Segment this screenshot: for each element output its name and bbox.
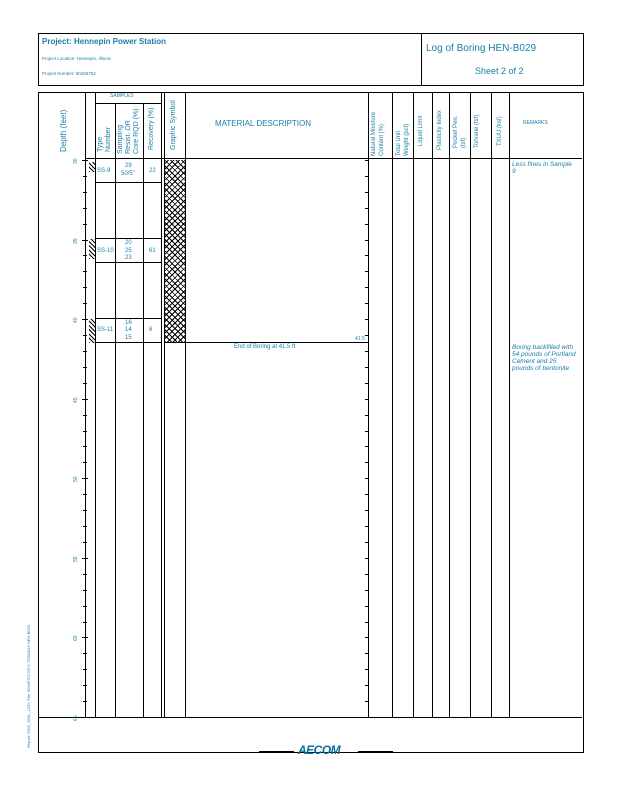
depth-tick <box>365 494 368 495</box>
depth-tick <box>83 287 87 288</box>
report-side-note: Report: GEO_SOIL_LOG; File: 60405752.GPJ; 7/28/2016 HEN-B029 <box>26 625 31 748</box>
remark-sample-9: Less fines in Sample 9 <box>512 161 572 175</box>
depth-tick <box>365 446 368 447</box>
depth-tick <box>365 335 368 336</box>
sample-resist: 14 <box>125 327 132 333</box>
depth-tick <box>83 271 87 272</box>
depth-tick <box>83 669 87 670</box>
depth-tick <box>365 208 368 209</box>
depth-tick <box>82 319 88 320</box>
depth-tick <box>83 431 87 432</box>
sample-resist: 25 <box>125 248 132 254</box>
header-sampling-resist: Sampling Resist. OR Core RQD (%) <box>117 108 140 154</box>
samples-group-line <box>95 103 162 104</box>
depth-tick-label: 60 <box>73 635 79 641</box>
sample-type-marker <box>89 162 95 172</box>
depth-tick-label: 45 <box>73 397 79 403</box>
log-table <box>38 92 584 753</box>
header-number: Number <box>105 127 112 152</box>
depth-tick <box>365 383 368 384</box>
depth-tick-label: 30 <box>73 158 79 164</box>
sample-divider <box>95 318 162 319</box>
header-graphic: Graphic Symbol <box>170 100 177 150</box>
sample-resist: 50/5" <box>121 171 135 177</box>
logo-rule-right <box>358 751 393 752</box>
depth-tick <box>82 478 88 479</box>
depth-tick <box>83 446 87 447</box>
depth-tick <box>83 526 87 527</box>
depth-tick <box>365 160 368 161</box>
header-liquid-limit: Liquid Limit <box>418 115 424 146</box>
col-line-material <box>368 92 369 718</box>
sample-divider <box>95 262 162 263</box>
depth-tick <box>365 558 368 559</box>
sample-number: SS-10 <box>97 248 114 254</box>
depth-tick <box>83 255 87 256</box>
depth-tick <box>83 494 87 495</box>
depth-tick <box>83 383 87 384</box>
depth-tick <box>83 208 87 209</box>
sample-recovery: 6 <box>149 327 153 333</box>
remark-backfill: Boring backfilled with 54 pounds of Portland Cement and 25 pounds of bentonite <box>512 344 576 372</box>
depth-tick <box>365 526 368 527</box>
depth-tick <box>83 415 87 416</box>
sample-resist: 29 <box>125 163 132 169</box>
sample-divider <box>95 182 162 183</box>
col-line-tv <box>491 92 492 718</box>
depth-tick <box>83 574 87 575</box>
header-txuu: TXUU (ksf) <box>497 116 503 146</box>
col-line-resist <box>143 103 144 718</box>
depth-tick <box>83 224 87 225</box>
depth-tick <box>82 160 88 161</box>
sheet-number: Sheet 2 of 2 <box>475 66 524 76</box>
project-title: Project: Hennepin Power Station <box>42 37 167 46</box>
depth-tick <box>365 717 368 718</box>
col-line-ll <box>432 92 433 718</box>
depth-tick <box>83 303 87 304</box>
depth-tick <box>365 192 368 193</box>
end-of-boring-text: End of Boring at 41.5 ft <box>234 344 296 350</box>
depth-tick <box>365 240 368 241</box>
depth-tick <box>83 701 87 702</box>
col-line-pp <box>470 92 471 718</box>
depth-tick <box>83 510 87 511</box>
col-line-depth <box>85 92 86 718</box>
depth-tick <box>83 685 87 686</box>
depth-tick <box>365 287 368 288</box>
depth-tick <box>365 701 368 702</box>
col-line-type <box>95 92 96 718</box>
depth-tick <box>83 192 87 193</box>
sample-divider <box>95 342 162 343</box>
sample-resist: 15 <box>125 335 132 341</box>
sample-number: SS-11 <box>97 327 114 333</box>
depth-tick <box>365 622 368 623</box>
data-bottom-line <box>85 717 582 718</box>
depth-tick <box>365 367 368 368</box>
log-title: Log of Boring HEN-B029 <box>426 43 537 54</box>
col-line-number <box>115 103 116 718</box>
depth-tick <box>83 653 87 654</box>
header-depth: Depth (feet) <box>59 109 68 152</box>
samples-group-label: SAMPLES <box>110 93 134 99</box>
depth-tick <box>365 510 368 511</box>
header-recovery: Recovery (%) <box>148 107 155 150</box>
header-remarks: REMARKS <box>523 120 548 126</box>
sample-number: SS-9 <box>97 168 111 174</box>
depth-tick <box>365 685 368 686</box>
header-unit-weight: Total Unit Weight (pcf) <box>396 123 410 156</box>
col-line-graphic-r <box>185 92 186 718</box>
logo-rule-left <box>259 751 294 752</box>
aecom-logo: AECOM <box>298 743 341 757</box>
header-material: MATERIAL DESCRIPTION <box>215 119 312 128</box>
depth-tick <box>83 176 87 177</box>
depth-tick <box>82 717 88 718</box>
end-of-boring-line <box>164 342 368 343</box>
depth-tick <box>83 606 87 607</box>
depth-tick <box>83 622 87 623</box>
header-pocket-pen: Pocket Pen. (tsf) <box>453 115 467 148</box>
depth-tick-label: 40 <box>73 317 79 323</box>
project-location: Project Location: Hennepin, Illinois <box>42 56 112 61</box>
depth-tick <box>83 542 87 543</box>
header-moisture: Natural Moisture Content (%) <box>371 111 385 156</box>
depth-tick <box>365 637 368 638</box>
col-line-recovery <box>161 92 162 718</box>
graphic-symbol-fill <box>165 160 185 342</box>
sample-resist: 23 <box>125 255 132 261</box>
depth-tick-label: 50 <box>73 476 79 482</box>
depth-tick <box>365 255 368 256</box>
sample-recovery: 22 <box>149 168 156 174</box>
depth-tick <box>365 415 368 416</box>
sample-divider <box>95 238 162 239</box>
sample-type-marker <box>89 239 95 259</box>
depth-tick <box>365 224 368 225</box>
depth-tick <box>365 653 368 654</box>
depth-tick <box>365 590 368 591</box>
depth-tick <box>365 303 368 304</box>
depth-tick <box>83 590 87 591</box>
depth-tick <box>365 574 368 575</box>
depth-tick <box>82 637 88 638</box>
depth-tick <box>365 478 368 479</box>
project-number: Project Number: 60405752 <box>42 71 96 76</box>
depth-tick <box>83 462 87 463</box>
depth-tick <box>82 558 88 559</box>
depth-tick-label: 55 <box>73 556 79 562</box>
end-depth-label: 41.5 <box>355 336 365 342</box>
depth-tick <box>365 176 368 177</box>
depth-tick <box>365 462 368 463</box>
depth-tick-label: 35 <box>73 238 79 244</box>
depth-tick <box>365 271 368 272</box>
header-torvane: Torvane (tsf) <box>474 114 480 148</box>
depth-tick <box>365 606 368 607</box>
depth-tick <box>82 399 88 400</box>
depth-tick-label: 65 <box>73 715 79 721</box>
header-type: Type <box>97 136 104 152</box>
col-line-pi <box>449 92 450 718</box>
depth-tick <box>365 542 368 543</box>
depth-tick <box>365 319 368 320</box>
depth-tick <box>365 669 368 670</box>
header-divider <box>421 33 422 85</box>
depth-tick <box>365 351 368 352</box>
depth-tick <box>365 431 368 432</box>
sample-type-marker <box>89 319 95 343</box>
depth-tick <box>83 367 87 368</box>
depth-tick <box>83 335 87 336</box>
column-header-divider <box>85 158 582 159</box>
sample-resist: 20 <box>125 240 132 246</box>
col-line-moisture <box>392 92 393 718</box>
col-line-unitwt <box>413 92 414 718</box>
sample-recovery: 61 <box>149 248 156 254</box>
depth-tick <box>82 240 88 241</box>
header-plasticity: Plasticity Index <box>437 109 443 150</box>
sample-resist: 16 <box>125 320 132 326</box>
depth-tick <box>365 399 368 400</box>
col-line-txuu <box>509 92 510 718</box>
depth-tick <box>83 351 87 352</box>
